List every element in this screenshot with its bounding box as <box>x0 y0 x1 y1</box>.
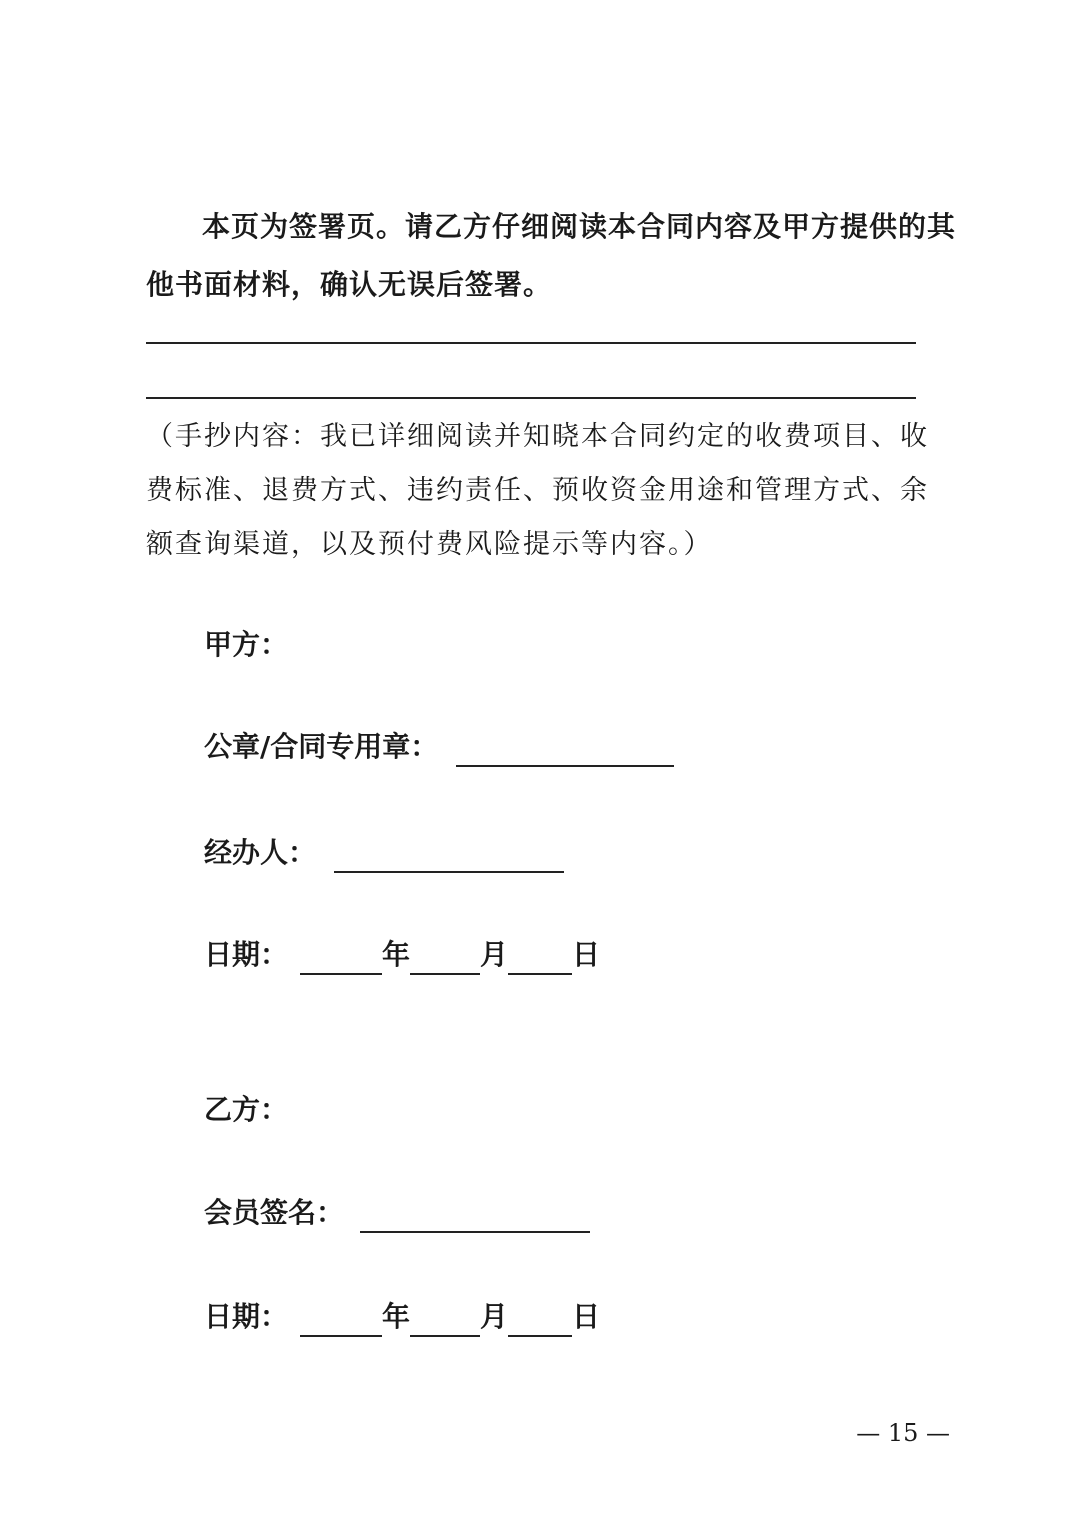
day-blank[interactable] <box>508 1305 572 1337</box>
day-label: 日 <box>572 1300 601 1333</box>
date-label: 日期： <box>204 1300 289 1333</box>
party-a-label: 甲方： <box>204 628 289 661</box>
signature-label: 会员签名： <box>204 1196 345 1229</box>
party-a-agent-row <box>204 833 564 873</box>
intro-paragraph: 本页为签署页。请乙方仔细阅读本合同内容及甲方提供的其他书面材料，确认无误后签署。 <box>146 210 957 301</box>
party-b-signature-row <box>204 1193 590 1233</box>
year-label: 年 <box>382 1300 411 1333</box>
party-b-label: 乙方： <box>204 1093 289 1126</box>
day-label: 日 <box>572 938 601 971</box>
agent-label: 经办人： <box>204 836 317 869</box>
agent-blank[interactable] <box>334 841 564 873</box>
seal-blank[interactable] <box>456 735 674 767</box>
month-label: 月 <box>480 1300 509 1333</box>
year-blank[interactable] <box>300 943 382 975</box>
seal-label: 公章/合同专用章： <box>204 730 439 763</box>
signature-blank[interactable] <box>360 1201 590 1233</box>
year-label: 年 <box>382 938 411 971</box>
handcopy-line-2[interactable] <box>146 397 916 399</box>
party-b-date-row <box>204 1297 600 1337</box>
month-blank[interactable] <box>410 1305 480 1337</box>
month-label: 月 <box>480 938 509 971</box>
day-blank[interactable] <box>508 943 572 975</box>
year-blank[interactable] <box>300 1305 382 1337</box>
party-a-seal-row <box>204 727 674 767</box>
handcopy-instruction: （手抄内容：我已详细阅读并知晓本合同约定的收费项目、收费标准、退费方式、违约责任、预收资金用途和管理方式、余额查询渠道，以及预付费风险提示等内容。） <box>146 421 929 560</box>
handcopy-line-1[interactable] <box>146 342 916 344</box>
date-label: 日期： <box>204 938 289 971</box>
page-number: — 15 — <box>856 1419 950 1447</box>
party-a-date-row <box>204 935 600 975</box>
month-blank[interactable] <box>410 943 480 975</box>
